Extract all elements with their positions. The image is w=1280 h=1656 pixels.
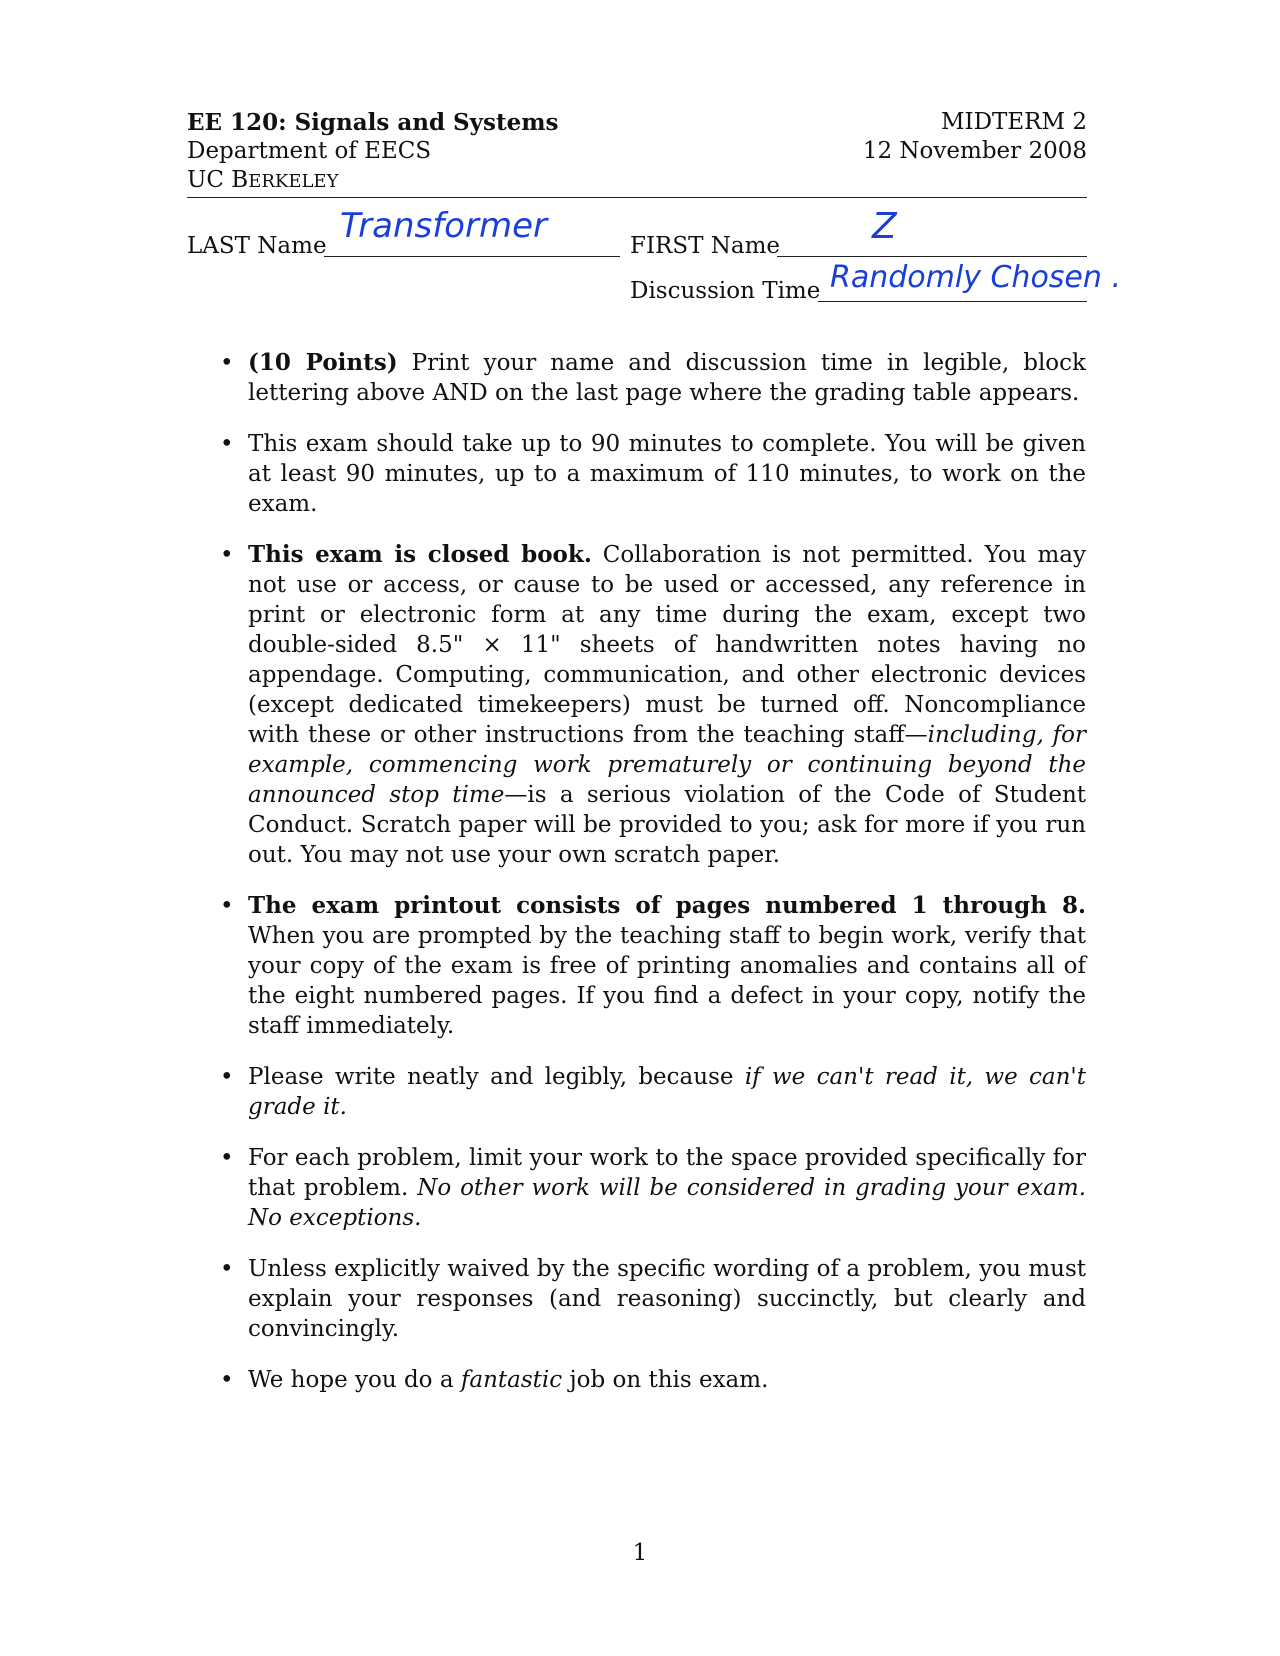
last-name-line[interactable] [324,256,620,257]
course-header [187,108,559,196]
bullet-icon: • [220,431,234,457]
bullet-icon: • [220,1064,234,1090]
instruction-legibility: • Please write neatly and legibly, because if we can't read it, we can't grade it. [220,1064,1087,1120]
instruction-duration: • This exam should take up to 90 minutes to complete. You will be given at least 90 minutes, up to a maximum of 110 minutes, to work on the exam. [220,431,1086,517]
first-name-handwriting: Z [872,206,897,247]
instruction-closed-book: • This exam is closed book. Collaboration is not permitted. You may not use or access, or cause to be used or accessed, any reference in print or electronic form at any time during the exam, except two double-sided 8.5" × 11" sheets of handwritten notes having no appendage. Computing, communication, and other electronic devices (except dedicated timekeepers) must be turned off. Noncompliance with these or other instructions from the teaching staff—including, for example, commencing work prematurely or continuing beyond the announced stop time—is a serious violation of the Code of Student Conduct. Scratch paper will be provided to you; ask for more if you run out. You may not use your own scratch paper. [220,541,1086,868]
page-number: 1 [632,1540,648,1566]
first-name-line[interactable] [777,256,1087,257]
bullet-icon: • [220,1367,234,1393]
bullet-icon: • [220,1145,234,1171]
header-rule [187,197,1087,198]
instructions-list [218,348,1086,1416]
exam-date: 12 November 2008 [862,138,1087,164]
instruction-good-luck: • We hope you do a fantastic job on this exam. [220,1367,769,1393]
exam-title: MIDTERM 2 [940,109,1087,135]
discussion-time-line[interactable] [818,301,1087,302]
department: Department of EECS [187,138,432,164]
last-name-handwriting: Transformer [340,206,547,246]
bullet-icon: • [220,350,234,376]
instruction-explain: • Unless explicitly waived by the specific wording of a problem, you must explain your responses (and reasoning) succinctly, but clearly and convincingly. [220,1256,1086,1342]
instruction-pages: • The exam printout consists of pages numbered 1 through 8. When you are prompted by the teaching staff to begin work, verify that your copy of the exam is free of printing anomalies and contains all of the eight numbered pages. If you find a defect in your copy, notify the staff immediately. [220,892,1086,1039]
discussion-time-label: Discussion Time [630,278,821,304]
instruction-space: • For each problem, limit your work to the space provided specifically for that problem. No other work will be considered in grading your exam. No exceptions. [220,1145,1086,1231]
instruction-points: • (10 Points) Print your name and discussion time in legible, block lettering above AND on the last page where the grading table appears. [220,349,1086,406]
course-title: EE 120: Signals and Systems [187,109,559,136]
first-name-label: FIRST Name [630,233,781,259]
exam-header [863,108,1087,166]
university: UC BERKELEY [187,167,339,193]
bullet-icon: • [220,893,234,919]
bullet-icon: • [220,542,234,568]
last-name-label: LAST Name [187,233,327,259]
bullet-icon: • [220,1256,234,1282]
discussion-time-handwriting: Randomly Chosen . [830,260,1121,295]
